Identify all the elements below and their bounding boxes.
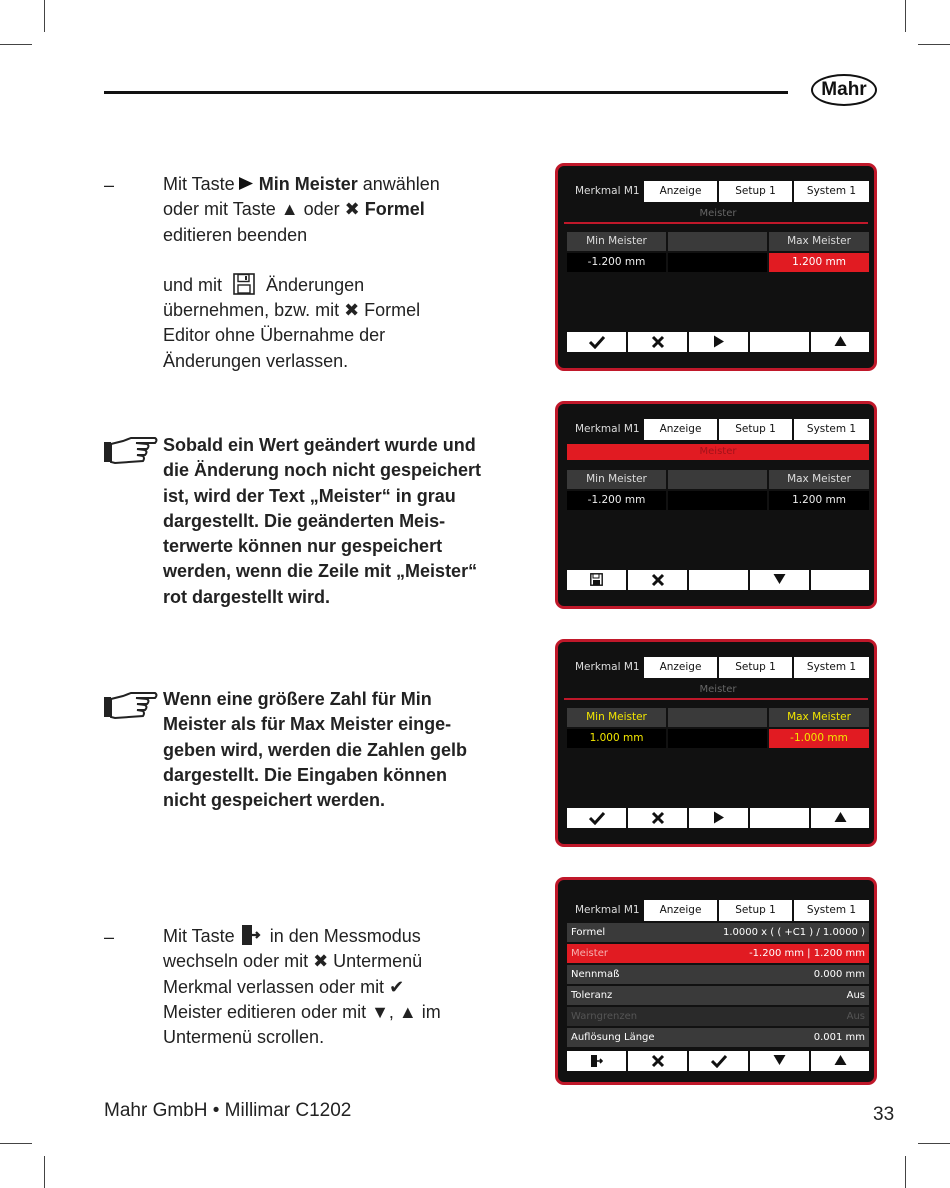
crop-mark — [0, 44, 32, 45]
device-screen-2 — [555, 401, 877, 609]
max-meister-value[interactable]: 1.200 mm — [769, 491, 869, 510]
max-meister-value[interactable]: 1.200 mm — [769, 253, 869, 272]
check-icon — [589, 335, 605, 349]
empty-cell — [668, 708, 767, 727]
function-key-bar — [567, 332, 869, 352]
divider — [564, 222, 868, 224]
save-icon — [233, 273, 255, 295]
up-arrow-icon: ▲ — [280, 199, 299, 220]
fk-empty[interactable] — [750, 332, 809, 352]
tab-merkmal[interactable]: Merkmal M1 — [575, 423, 640, 435]
fk-up[interactable] — [811, 332, 869, 352]
menu-row-aufloesung[interactable]: Auflösung Länge 0.001 mm — [567, 1028, 869, 1047]
min-meister-value[interactable]: -1.200 mm — [567, 253, 666, 272]
header-rule — [104, 91, 788, 94]
fk-cancel[interactable] — [628, 570, 687, 590]
sub-header-meister: Meister — [567, 444, 869, 460]
empty-cell — [668, 729, 767, 748]
play-right-icon — [713, 335, 725, 348]
min-meister-value[interactable]: 1.000 mm — [567, 729, 666, 748]
tab-anzeige[interactable]: Anzeige — [644, 181, 717, 202]
fk-cancel[interactable] — [628, 1051, 687, 1071]
tab-system[interactable]: System 1 — [794, 419, 869, 440]
note-block-1: Sobald ein Wert geändert wurde und die Änderung noch nicht gespeichert ist, wird der Text „Meister“ in grau dargestellt. Die geänderten Meis- terwerte können nur gespeichert werden, wenn die Zeile mit „Meister“ rot dargestellt wird. — [163, 435, 482, 607]
fk-empty[interactable] — [689, 570, 748, 590]
tab-system[interactable]: System 1 — [794, 900, 869, 921]
tab-bar — [567, 419, 869, 440]
cross-icon — [651, 335, 665, 349]
min-meister-label: Min Meister — [567, 232, 666, 251]
max-meister-label: Max Meister — [769, 470, 869, 489]
function-key-bar — [567, 570, 869, 590]
fk-empty[interactable] — [750, 808, 809, 828]
cross-icon: ✖ — [344, 199, 360, 220]
fk-exit[interactable] — [567, 1051, 626, 1071]
tab-setup[interactable]: Setup 1 — [719, 900, 792, 921]
cross-icon — [651, 573, 665, 587]
empty-cell — [668, 491, 767, 510]
fk-confirm[interactable] — [567, 332, 626, 352]
down-arrow-icon — [773, 573, 786, 585]
play-right-icon — [713, 811, 725, 824]
tab-setup[interactable]: Setup 1 — [719, 181, 792, 202]
divider — [564, 698, 868, 700]
function-key-bar — [567, 1051, 869, 1071]
min-meister-label: Min Meister — [567, 470, 666, 489]
check-icon — [589, 811, 605, 825]
sub-header-meister: Meister — [699, 208, 737, 219]
menu-row-nennmass[interactable]: Nennmaß 0.000 mm — [567, 965, 869, 984]
function-key-bar — [567, 808, 869, 828]
fk-save[interactable] — [567, 570, 626, 590]
tab-merkmal[interactable]: Merkmal M1 — [575, 661, 640, 673]
bullet-dash: – — [104, 175, 115, 195]
empty-cell — [668, 470, 767, 489]
cross-icon — [651, 1054, 665, 1068]
tab-system[interactable]: System 1 — [794, 657, 869, 678]
tab-bar — [567, 181, 869, 202]
sub-header-meister: Meister — [699, 684, 737, 695]
fk-right[interactable] — [689, 332, 748, 352]
up-arrow-icon — [834, 335, 847, 347]
up-arrow-icon — [834, 811, 847, 823]
empty-cell — [668, 253, 767, 272]
crop-mark — [44, 1156, 45, 1188]
save-icon — [590, 573, 603, 586]
menu-row-formel[interactable]: Formel 1.0000 x ( ( +C1 ) / 1.0000 ) — [567, 923, 869, 942]
cross-icon — [651, 811, 665, 825]
max-meister-value[interactable]: -1.000 mm — [769, 729, 869, 748]
menu-row-meister[interactable]: Meister -1.200 mm | 1.200 mm — [567, 944, 869, 963]
tab-setup[interactable]: Setup 1 — [719, 657, 792, 678]
menu-row-toleranz[interactable]: Toleranz Aus — [567, 986, 869, 1005]
fk-cancel[interactable] — [628, 808, 687, 828]
device-screen-4 — [555, 877, 877, 1085]
up-arrow-icon — [834, 1054, 847, 1066]
note-block-2: Wenn eine größere Zahl für Min Meister als für Max Meister einge- geben wird, werden die Zahlen gelb dargestellt. Die Eingaben können nicht gespeichert werden. — [163, 689, 468, 811]
menu-row-warngrenzen: Warngrenzen Aus — [567, 1007, 869, 1026]
tab-anzeige[interactable]: Anzeige — [644, 419, 717, 440]
fk-down[interactable] — [750, 570, 809, 590]
fk-down[interactable] — [750, 1051, 809, 1071]
play-right-icon — [237, 176, 254, 191]
min-meister-value[interactable]: -1.200 mm — [567, 491, 666, 510]
tab-anzeige[interactable]: Anzeige — [644, 657, 717, 678]
min-meister-label: Min Meister — [567, 708, 666, 727]
fk-confirm[interactable] — [689, 1051, 748, 1071]
pointing-hand-icon — [103, 436, 159, 466]
crop-mark — [918, 1143, 950, 1144]
fk-right[interactable] — [689, 808, 748, 828]
max-meister-label: Max Meister — [769, 232, 869, 251]
pointing-hand-icon — [103, 691, 159, 721]
mahr-logo: Mahr — [811, 74, 877, 106]
fk-cancel[interactable] — [628, 332, 687, 352]
crop-mark — [44, 0, 45, 32]
max-meister-label: Max Meister — [769, 708, 869, 727]
fk-up[interactable] — [811, 1051, 869, 1071]
crop-mark — [918, 44, 950, 45]
device-screen-1 — [555, 163, 877, 371]
tab-merkmal[interactable]: Merkmal M1 — [575, 904, 640, 916]
fk-empty[interactable] — [811, 570, 869, 590]
empty-cell — [668, 232, 767, 251]
instruction-block-1: Mit Taste Min Meister anwählen oder mit Taste ▲ oder ✖ Formel editieren beenden und mit Änderungen übernehmen, bzw. mit ✖ Formel Editor ohne Übernahme der Änderungen verlassen. — [163, 174, 440, 371]
fk-up[interactable] — [811, 808, 869, 828]
tab-merkmal[interactable]: Merkmal M1 — [575, 185, 640, 197]
tab-setup[interactable]: Setup 1 — [719, 419, 792, 440]
bullet-dash: – — [104, 927, 115, 947]
down-arrow-icon — [773, 1054, 786, 1066]
instruction-block-2: Mit Taste in den Messmodus wechseln oder mit ✖ Untermenü Merkmal verlassen oder mit ✔ Meister editieren oder mit ▼, ▲ im Untermenü scrollen. — [163, 926, 441, 1048]
device-screen-3 — [555, 639, 877, 847]
exit-door-icon — [590, 1054, 603, 1068]
tab-bar — [567, 657, 869, 678]
tab-system[interactable]: System 1 — [794, 181, 869, 202]
crop-mark — [0, 1143, 32, 1144]
tab-bar — [567, 900, 869, 921]
check-icon — [711, 1054, 727, 1068]
footer-company: Mahr GmbH • Millimar C1202 — [104, 1100, 352, 1121]
exit-door-icon — [240, 924, 262, 946]
crop-mark — [905, 1156, 906, 1188]
crop-mark — [905, 0, 906, 32]
page-number: 33 — [873, 1104, 895, 1125]
tab-anzeige[interactable]: Anzeige — [644, 900, 717, 921]
fk-confirm[interactable] — [567, 808, 626, 828]
